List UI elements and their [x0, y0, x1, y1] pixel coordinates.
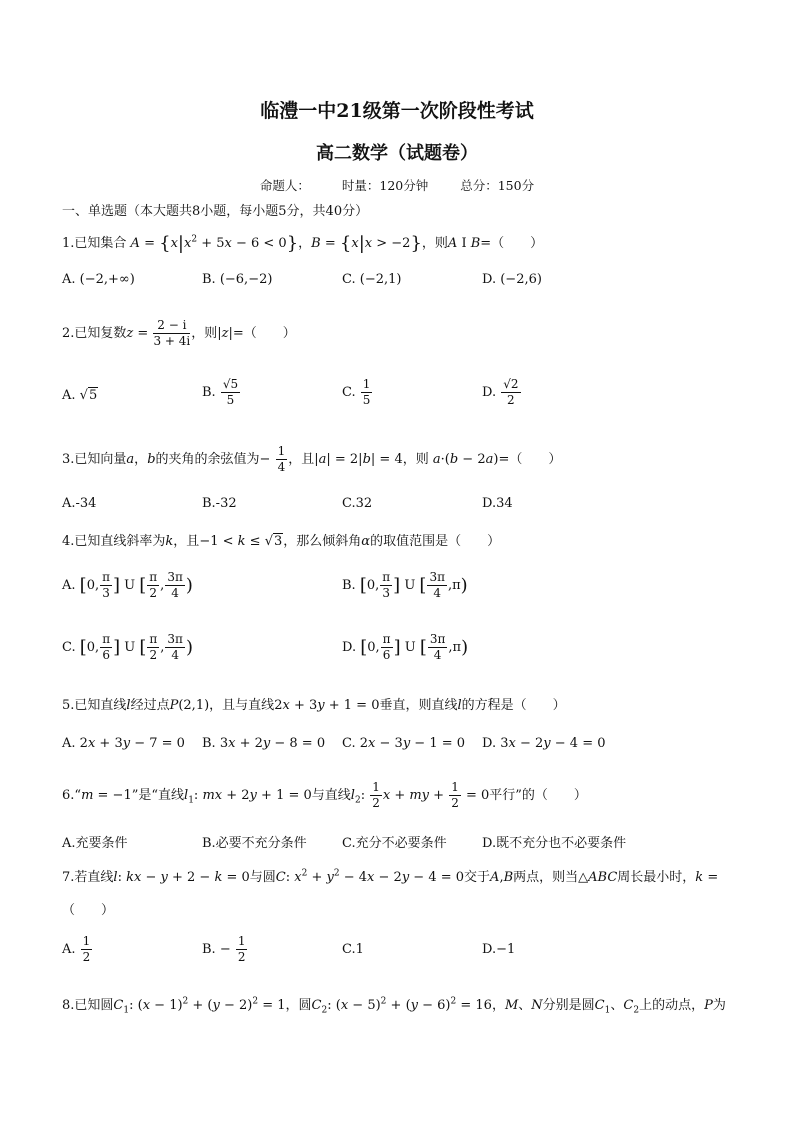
author-label: 命题人：: [259, 178, 310, 193]
question-2: 2.已知复数z = $\frac{2 - i}{3 + 4i}$ ，则|z|=（ ）: [62, 318, 296, 348]
question-8: 8.已知圆$C_1$: $(x - 1)^2 + (y - 2)^2 = 1$，圆$C_2$: $(x - 5)^2 + (y - 6)^2 = 16$，M、N分别是圆$C_1$、$C_2$上的动点，P为: [62, 996, 726, 1016]
exam-title: 临澧一中21级第一次阶段性考试: [260, 100, 534, 122]
q3-option-b[interactable]: B.-32: [202, 496, 237, 511]
question-5: 5.已知直线l经过点P(2,1)，且与直线2x + 3y + 1 = 0垂直，则直线l的方程是（ ）: [62, 698, 566, 713]
exam-subtitle: 高二数学（试题卷）: [316, 143, 478, 164]
q4-option-a[interactable]: A. [0, $\frac{\pi}{3}$ ] U [ $\frac{\pi}{2}$ , $\frac{3\pi}{4}$ ): [62, 570, 193, 600]
q3-option-c[interactable]: C.32: [342, 496, 373, 511]
q7-option-b[interactable]: B. − $\frac{1}{2}$: [202, 934, 246, 964]
question-7-line-2: （ ）: [62, 903, 115, 918]
question-6: 6.“m = −1”是“直线$l_1$: mx + 2y + 1 = 0与直线$l_2$: $\frac{1}{2}$ x + my + $\frac{1}{2}$ = 0平行”的（ ）: [62, 780, 587, 810]
q5-option-a[interactable]: A. 2x + 3y − 7 = 0: [62, 736, 185, 751]
q2-option-b[interactable]: B. $\frac{√5}{5}$: [202, 377, 239, 407]
score-label: 总分：150分: [460, 178, 535, 193]
exam-info: [0, 176, 794, 194]
q1-option-b[interactable]: B. (−6,−2): [202, 272, 273, 287]
q5-option-d[interactable]: D. 3x − 2y − 4 = 0: [482, 736, 606, 751]
question-7: 7.若直线l: kx − y + 2 − k = 0与圆C: $x^2 + y^2 - 4x - 2y - 4 = 0$交于A,B两点，则当△ABC周长最小时，k =: [62, 868, 719, 885]
q6-option-b[interactable]: B.必要不充分条件: [202, 836, 307, 851]
question-4: 4.已知直线斜率为k，且−1 < k ≤ √3，那么倾斜角α的取值范围是（ ）: [62, 534, 501, 549]
section-title: 一、单选题（本大题共8小题，每小题5分，共40分）: [62, 204, 369, 219]
q7-option-d[interactable]: D.−1: [482, 942, 516, 957]
q5-option-b[interactable]: B. 3x + 2y − 8 = 0: [202, 736, 326, 751]
q2-option-a[interactable]: A. √5: [62, 388, 98, 403]
question-1: 1.已知集合 $A = \{x|x^2 + 5x - 6 < 0\}$，B = {x|x > −2}，则A I B=（ ）: [62, 233, 544, 254]
time-label: 时量：120分钟: [341, 178, 429, 193]
question-3: 3.已知向量a，b的夹角的余弦值为− $\frac{1}{4}$ ，且|a| = 2|b| = 4，则 a·(b − 2a)=（ ）: [62, 444, 562, 474]
q4-option-d[interactable]: D. [0, $\frac{\pi}{6}$ ] U [ $\frac{3\pi}{4}$ ,π): [342, 632, 469, 662]
q4-option-b[interactable]: B. [0, $\frac{\pi}{3}$ ] U [ $\frac{3\pi}{4}$ ,π): [342, 570, 468, 600]
q2-option-d[interactable]: D. $\frac{√2}{2}$: [482, 377, 519, 407]
q2-option-c[interactable]: C. $\frac{1}{5}$: [342, 377, 371, 407]
q7-option-c[interactable]: C.1: [342, 942, 364, 957]
q1-option-c[interactable]: C. (−2,1): [342, 272, 402, 287]
q1-option-a[interactable]: A. (−2,+∞): [62, 272, 135, 287]
q4-option-c[interactable]: C. [0, $\frac{\pi}{6}$ ] U [ $\frac{\pi}{2}$ , $\frac{3\pi}{4}$ ): [62, 632, 193, 662]
q6-option-a[interactable]: A.充要条件: [62, 836, 128, 851]
q1-option-d[interactable]: D. (−2,6): [482, 272, 542, 287]
q3-option-d[interactable]: D.34: [482, 496, 513, 511]
q6-option-c[interactable]: C.充分不必要条件: [342, 836, 447, 851]
q7-option-a[interactable]: A. $\frac{1}{2}$: [62, 934, 91, 964]
q3-option-a[interactable]: A.-34: [62, 496, 97, 511]
q6-option-d[interactable]: D.既不充分也不必要条件: [482, 836, 627, 851]
q5-option-c[interactable]: C. 2x − 3y − 1 = 0: [342, 736, 466, 751]
